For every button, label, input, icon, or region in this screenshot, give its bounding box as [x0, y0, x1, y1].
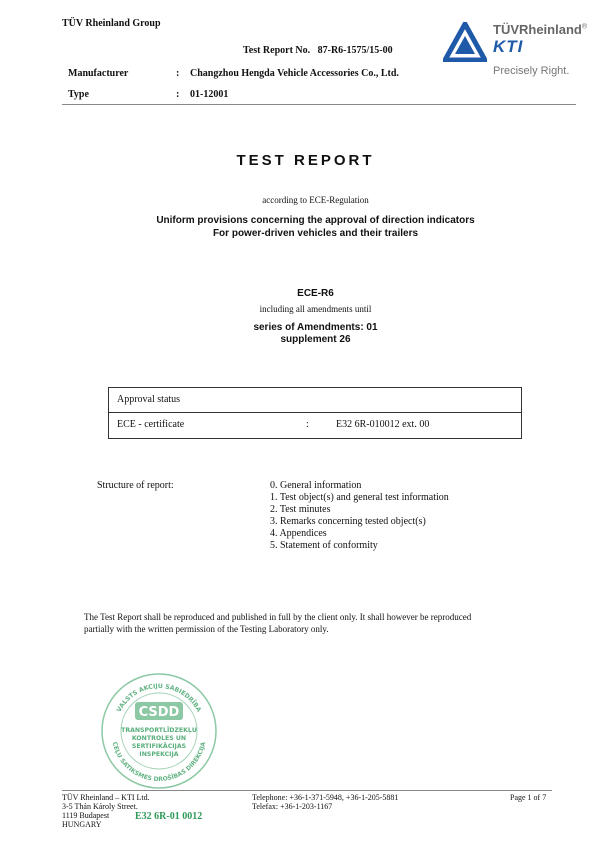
report-number-value: 87-R6-1575/15-00	[317, 45, 393, 56]
certificate-colon: :	[306, 419, 309, 430]
footer-address-line: 3-5 Thán Károly Street.	[62, 802, 138, 811]
tuv-triangle-icon	[443, 22, 487, 62]
manufacturer-value: Changzhou Hengda Vehicle Accessories Co., Ltd.	[190, 68, 399, 79]
registered-mark: ®	[581, 23, 588, 31]
stamp-line-2: KONTROLES UN	[131, 735, 187, 742]
structure-item: 1. Test object(s) and general test information	[270, 492, 449, 503]
approval-table	[108, 387, 522, 439]
series-text: series of Amendments: 01	[253, 322, 378, 333]
regulation: ECE-R6	[297, 288, 334, 299]
tuv-logo	[443, 20, 588, 80]
type-label: Type	[68, 89, 89, 100]
subject-line-2: For power-driven vehicles and their trailers	[212, 228, 419, 239]
csdd-stamp	[100, 672, 218, 790]
kti-wordmark: KTI	[493, 37, 524, 56]
footer-telephone: Telephone: +36-1-371-5948, +36-1-205-5881	[252, 793, 399, 802]
stamp-center-logo: CSDD	[138, 705, 180, 720]
supplement-text: supplement 26	[280, 334, 351, 345]
stamp-line-4: INSPEKCIJA	[139, 751, 179, 758]
structure-list	[270, 480, 449, 552]
footer-address-line: HUNGARY	[62, 820, 102, 829]
certificate-label: ECE - certificate	[117, 419, 185, 430]
report-number	[243, 45, 393, 56]
brand-text: TÜVRheinland	[493, 22, 582, 37]
approval-status-row	[109, 388, 521, 413]
brand-name	[493, 22, 587, 37]
page-number: Page 1 of 7	[510, 793, 547, 802]
approval-status-label: Approval status	[117, 394, 181, 405]
footer-contact	[252, 793, 398, 811]
structure-item: 3. Remarks concerning tested object(s)	[270, 516, 426, 527]
tagline: Precisely Right.	[493, 65, 570, 77]
stamp-bottom-arc: CEĻU SATIKSMES DROŠĪBAS DIREKCIJA	[110, 741, 208, 784]
stamp-seal-icon	[100, 672, 218, 790]
notice-line-1: The Test Report shall be reproduced and published in full by the client only. It shall however be reproduced	[84, 612, 472, 622]
structure-item: 2. Test minutes	[270, 504, 331, 515]
stamp-top-arc: VALSTS AKCIJU SABIEDRĪBA	[115, 682, 203, 714]
page-title: TEST REPORT	[236, 152, 375, 169]
approval-mark: E32 6R-01 0012	[135, 811, 203, 822]
notice-line-2: partially with the written permission of the Testing Laboratory only.	[84, 624, 329, 634]
type-value: 01-12001	[190, 89, 229, 100]
certificate-value: E32 6R-010012 ext. 00	[336, 419, 430, 430]
structure-item: 5. Statement of conformity	[270, 540, 378, 551]
structure-item: 4. Appendices	[270, 528, 327, 539]
footer-rule	[62, 790, 552, 791]
subject-line-1: Uniform provisions concerning the approval of direction indicators	[156, 215, 475, 226]
manufacturer-label: Manufacturer	[68, 68, 129, 79]
structure-item: 0. General information	[270, 480, 362, 491]
reproduction-notice	[84, 611, 564, 635]
structure-label: Structure of report:	[97, 480, 174, 491]
including-text: including all amendments until	[259, 304, 372, 314]
footer-address-line: 1119 Budapest	[62, 811, 110, 820]
header-rule	[62, 104, 576, 105]
manufacturer-colon: :	[176, 68, 180, 79]
according-text: according to ECE-Regulation	[262, 195, 369, 205]
type-colon: :	[176, 89, 180, 100]
report-number-label: Test Report No.	[243, 45, 311, 56]
company-name: TÜV Rheinland Group	[62, 18, 161, 29]
footer-address-line: TÜV Rheinland – KTI Ltd.	[62, 793, 150, 802]
stamp-line-3: SERTIFIKĀCIJAS	[131, 743, 187, 750]
stamp-line-1: TRANSPORTLĪDZEKĻU	[121, 727, 197, 734]
footer-telefax: Telefax: +36-1-203-1167	[252, 802, 333, 811]
